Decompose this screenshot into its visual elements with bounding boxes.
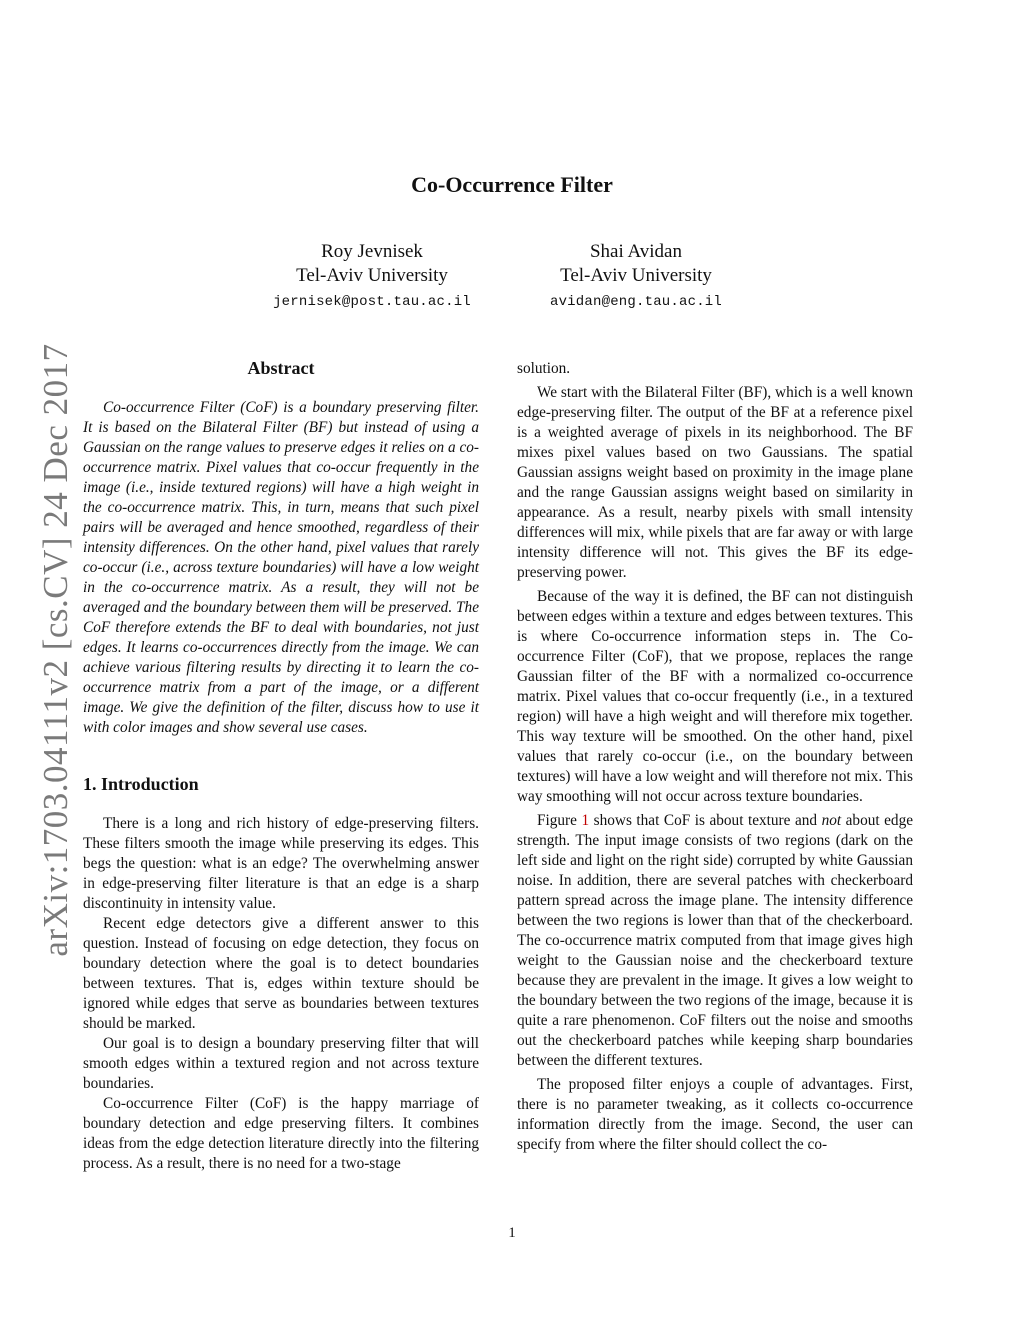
paper-title: Co-Occurrence Filter (411, 172, 613, 197)
figure-paragraph (517, 811, 913, 1071)
author-email: jernisek@post.tau.ac.il (273, 294, 471, 310)
author-block-1 (222, 240, 522, 310)
figure-reference-link[interactable]: 1 (581, 812, 590, 829)
author-name: Roy Jevnisek (321, 241, 423, 262)
intro-paragraph: Recent edge detectors give a different answer to this question. Instead of focusing on edge detection, they focus on boundary detection where the goal is to detect boundaries between textures. That is, edges within texture should be ignored while edges that serve as boundaries between textures should be marked. (83, 915, 479, 1032)
emphasis-text: not (821, 812, 842, 829)
arxiv-identifier: arXiv:1703.04111v2 [cs.CV] 24 Dec 2017 (36, 343, 75, 957)
text-run: Figure (537, 812, 582, 829)
body-paragraph: Because of the way it is defined, the BF can not distinguish between edges within a texture and edges between textures. This is where Co-occurrence information steps in. The Co-occurrence Filter (CoF), that we propose, replaces the range Gaussian filter of the BF with a normalized co-occurrence matrix. Pixel values that co-occur frequently (i.e., in a textured region) will have a high weight and will therefore mix together. This way texture will be smoothed. On the other hand, pixel values that rarely co-occur (i.e., on the boundary between textures) will have a low weight and will therefore not mix. This way smoothing will not occur across texture boundaries. (517, 588, 913, 805)
abstract-text: Co-occurrence Filter (CoF) is a boundary preserving filter. It is based on the Bilateral Filter (BF) but instead of using a Gaussian on the range values to preserve edges it relies on a co-occurrence matrix. Pixel values that co-occur frequently in the image (i.e., inside textured regions) will have a high weight in the co-occurrence matrix. This, in turn, means that such pixel pairs will be averaged and hence smoothed, regardless of their intensity differences. On the other hand, pixel values that rarely co-occur (i.e., across texture boundaries) will have a low weight in the co-occurrence matrix. As a result, they will not be averaged and the boundary between them will be preserved. The CoF therefore extends the BF to deal with boundaries, not just edges. It learns co-occurrences directly from the image. We can achieve various filtering results by directing it to learn the co-occurrence matrix from a part of the image, or a different image. We give the definition of the filter, discuss how to use it with color images and show several use cases. (83, 399, 479, 736)
author-block-2 (486, 240, 786, 310)
body-paragraph: The proposed filter enjoys a couple of advantages. First, there is no parameter tweaking, as it collects co-occurrence information directly from the image. Second, the user can specify from where the filter should collect the co- (517, 1076, 913, 1153)
abstract-heading: Abstract (247, 358, 315, 378)
text-run: about edge strength. The input image consists of two regions (dark on the left side and light on the right side) corrupted by white Gaussian noise. In addition, there are several patches with checkerboard pattern spread across the image plane. The intensity difference between the two regions is lower than that of the checkerboard. The co-occurrence matrix computed from that image gives high weight to the Gaussian noise and the checkerboard texture because they are prevalent in the image. It gives a low weight to the boundary between the two regions of the image, because it is quite a rare phenomenon. CoF filters out the noise and smooths out the checkerboard patches while keeping sharp boundaries between the different textures. (517, 812, 914, 1069)
left-column (83, 356, 479, 1174)
intro-paragraph: Our goal is to design a boundary preserving filter that will smooth edges within a textured region and not across texture boundaries. (83, 1035, 479, 1092)
author-affiliation: Tel-Aviv University (296, 265, 448, 286)
author-name: Shai Avidan (589, 241, 682, 262)
text-run: shows that CoF is about texture and (589, 812, 822, 829)
body-paragraph: We start with the Bilateral Filter (BF), which is a well known edge-preserving filter. The output of the BF at a reference pixel is a weighted average of pixels in its neighborhood. The BF mixes pixel values based on two Gaussians. The spatial Gaussian assigns weight based on proximity in the image plane and the range Gaussian assigns weight based on similarity in appearance. As a result, nearby pixels with small intensity differences will mix, while pixels that are far away or with large intensity difference will not. This gives the BF its edge-preserving power. (517, 384, 913, 581)
introduction-heading: 1. Introduction (83, 774, 199, 794)
intro-paragraph: Co-occurrence Filter (CoF) is the happy marriage of boundary detection and edge preserving filters. It combines ideas from the edge detection literature directly into the filtering process. As a result, there is no need for a two-stage (83, 1095, 479, 1172)
author-affiliation: Tel-Aviv University (560, 265, 712, 286)
page-number: 1 (508, 1225, 516, 1241)
continued-text: solution. (517, 360, 571, 377)
right-column (517, 359, 913, 1155)
author-email: avidan@eng.tau.ac.il (549, 294, 723, 310)
intro-paragraph: There is a long and rich history of edge-preserving filters. These filters smooth the image while preserving its edges. This begs the question: what is an edge? The overwhelming answer in edge-preserving filter literature is that an edge is a sharp discontinuity in intensity value. (83, 815, 479, 912)
